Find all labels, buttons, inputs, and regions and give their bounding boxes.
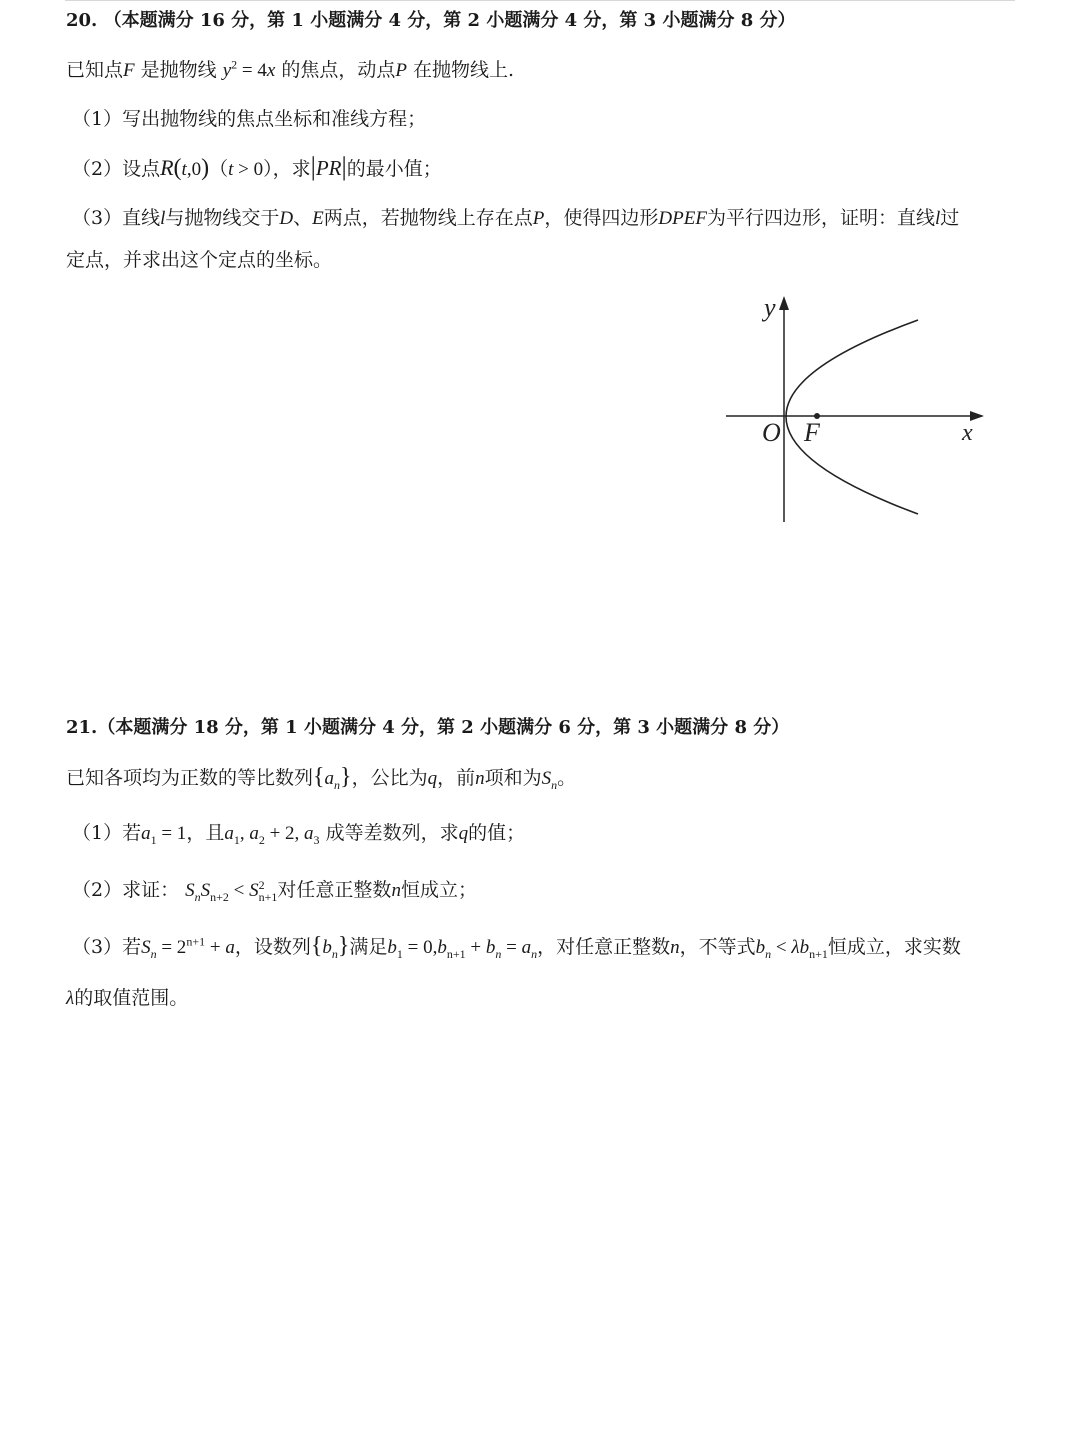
var-S: S: [249, 880, 259, 901]
top-rule: [65, 0, 1015, 1]
text: 对任意正整数: [277, 879, 392, 901]
var-a: a: [304, 823, 314, 844]
var-E: E: [312, 208, 324, 229]
subscript: n: [334, 777, 341, 792]
text: 过: [940, 207, 960, 229]
var-a: a: [225, 937, 235, 958]
text: 成等差数列，求: [319, 822, 459, 844]
text: （3）若: [72, 936, 142, 958]
text: 的值；: [468, 822, 526, 844]
text: =: [501, 937, 522, 958]
paren: ): [201, 155, 210, 181]
subscript: n+1: [809, 946, 828, 961]
var-a: a: [324, 768, 335, 789]
subscript: 2: [258, 832, 265, 847]
q20-part3-line2: 定点，并求出这个定点的坐标。: [66, 249, 333, 271]
paren: (: [173, 155, 182, 181]
text: 的焦点，动点: [275, 59, 396, 81]
var-b: b: [387, 937, 397, 958]
text: 的最小值；: [346, 158, 442, 180]
origin-label: O: [762, 418, 781, 447]
subscript: n: [331, 946, 338, 961]
abs-bar: |: [341, 152, 347, 181]
q21-part1: [72, 820, 525, 847]
var-R: R: [160, 155, 174, 180]
var-a: a: [521, 937, 532, 958]
text: 在抛物线上.: [406, 59, 515, 81]
var-F: F: [123, 60, 135, 81]
text: = 4: [237, 60, 267, 81]
var-l: l: [934, 208, 941, 229]
text: ，使得四边形: [544, 207, 659, 229]
text: 恒成立，求实数: [827, 936, 961, 958]
text: （: [209, 158, 229, 180]
var-l: l: [160, 208, 166, 229]
var-n: n: [670, 937, 680, 958]
brace: {: [310, 933, 323, 959]
x-axis-label: x: [962, 420, 973, 446]
text: 是抛物线: [134, 59, 223, 81]
text: 。: [557, 767, 577, 789]
q20-intro: [66, 57, 514, 84]
var-b: b: [755, 937, 766, 958]
q21-part2: [72, 877, 477, 904]
text: 已知点: [66, 59, 124, 81]
text: （2）求证：: [72, 879, 186, 901]
text: （1）若: [72, 822, 142, 844]
brace: {: [313, 764, 325, 790]
q20-part3-line1: [72, 205, 959, 232]
text: + 2,: [264, 823, 305, 844]
var-P: P: [395, 60, 407, 81]
text: = 1: [156, 823, 187, 844]
subscript: 1: [396, 946, 403, 961]
text: 为平行四边形，证明：直线: [706, 207, 935, 229]
text: ,0: [186, 159, 202, 180]
text: ，对任意正整数: [537, 936, 671, 958]
var-DPEF: DPEF: [658, 208, 707, 229]
q20-part2: [72, 154, 442, 183]
var-n: n: [391, 880, 401, 901]
q20-part1: （1）写出抛物线的焦点坐标和准线方程；: [72, 108, 427, 130]
q20-header: 20. （本题满分 16 分，第 1 小题满分 4 分，第 2 小题满分 4 分，第 3 小题满分 8 分）: [66, 10, 796, 31]
sup-sub-stack: [259, 879, 278, 903]
var-S: S: [541, 768, 552, 789]
var-S: S: [141, 937, 151, 958]
var-S: S: [200, 880, 211, 901]
text: ,: [239, 823, 250, 844]
subscript: n: [551, 777, 558, 792]
var-y: y: [222, 60, 232, 81]
var-D: D: [279, 208, 294, 229]
var-S: S: [185, 880, 195, 901]
text: ），求: [263, 158, 311, 180]
text: <: [228, 880, 250, 901]
text: 、: [293, 207, 313, 229]
var-b: b: [322, 937, 332, 958]
text: +: [465, 937, 486, 958]
text: 的取值范围。: [74, 987, 189, 1009]
text: （2）设点: [72, 158, 161, 180]
exponent: 2: [231, 57, 238, 72]
q21-part3-line2: [66, 985, 188, 1012]
text: = 2: [156, 937, 187, 958]
var-b: b: [437, 937, 447, 958]
q21-intro: [66, 764, 576, 792]
text: ，设数列: [234, 936, 311, 958]
y-axis-arrow: [779, 296, 789, 310]
text: +: [205, 937, 226, 958]
var-a: a: [224, 823, 234, 844]
var-lambda: λ: [66, 988, 75, 1009]
text: 满足: [349, 936, 388, 958]
text: ，不等式: [679, 936, 756, 958]
subscript: n+2: [210, 889, 229, 904]
var-x: x: [266, 60, 276, 81]
text: ，且: [186, 822, 225, 844]
text: ，公比为: [351, 767, 428, 789]
subscript: 1: [233, 832, 240, 847]
var-t: t: [181, 159, 187, 180]
text: 与抛物线交于: [165, 207, 280, 229]
subscript: n: [765, 946, 772, 961]
text: 项和为: [484, 767, 542, 789]
subscript: 3: [313, 832, 320, 847]
subscript: n: [150, 946, 157, 961]
q21-header: 21.（本题满分 18 分，第 1 小题满分 4 分，第 2 小题满分 6 分，第 3 小题满分 8 分）: [66, 717, 790, 738]
var-q: q: [458, 823, 469, 844]
text: <: [771, 937, 792, 958]
var-lambda: λ: [791, 937, 800, 958]
y-axis-label: y: [764, 293, 776, 322]
brace: }: [340, 764, 352, 790]
text: ，前: [437, 767, 476, 789]
parabola-figure: [720, 288, 990, 528]
parabola-curve: [786, 320, 918, 514]
subscript: n: [495, 946, 502, 961]
var-q: q: [427, 768, 438, 789]
var-t: t: [228, 159, 234, 180]
text: 恒成立；: [400, 879, 477, 901]
var-a: a: [249, 823, 259, 844]
text: > 0: [233, 159, 264, 180]
q21-part3-line1: [72, 933, 961, 961]
var-b: b: [485, 937, 496, 958]
text: （3）直线: [72, 207, 161, 229]
superscript: 2: [258, 878, 265, 892]
var-P: P: [532, 208, 545, 229]
subscript: 1: [150, 832, 157, 847]
var-PR: PR: [315, 156, 342, 180]
subscript: n+1: [446, 946, 466, 961]
text: 两点，若抛物线上存在点: [323, 207, 533, 229]
focus-label: F: [804, 418, 820, 447]
subscript: n: [194, 889, 201, 904]
subscript: n: [531, 946, 538, 961]
exponent: n+1: [186, 934, 206, 949]
text: = 0,: [402, 937, 438, 958]
var-n: n: [475, 768, 485, 789]
abs-bar: |: [310, 152, 316, 181]
brace: }: [337, 933, 350, 959]
var-b: b: [799, 937, 810, 958]
text: 已知各项均为正数的等比数列: [66, 767, 314, 789]
var-a: a: [141, 823, 151, 844]
subscript: n+1: [258, 890, 278, 904]
